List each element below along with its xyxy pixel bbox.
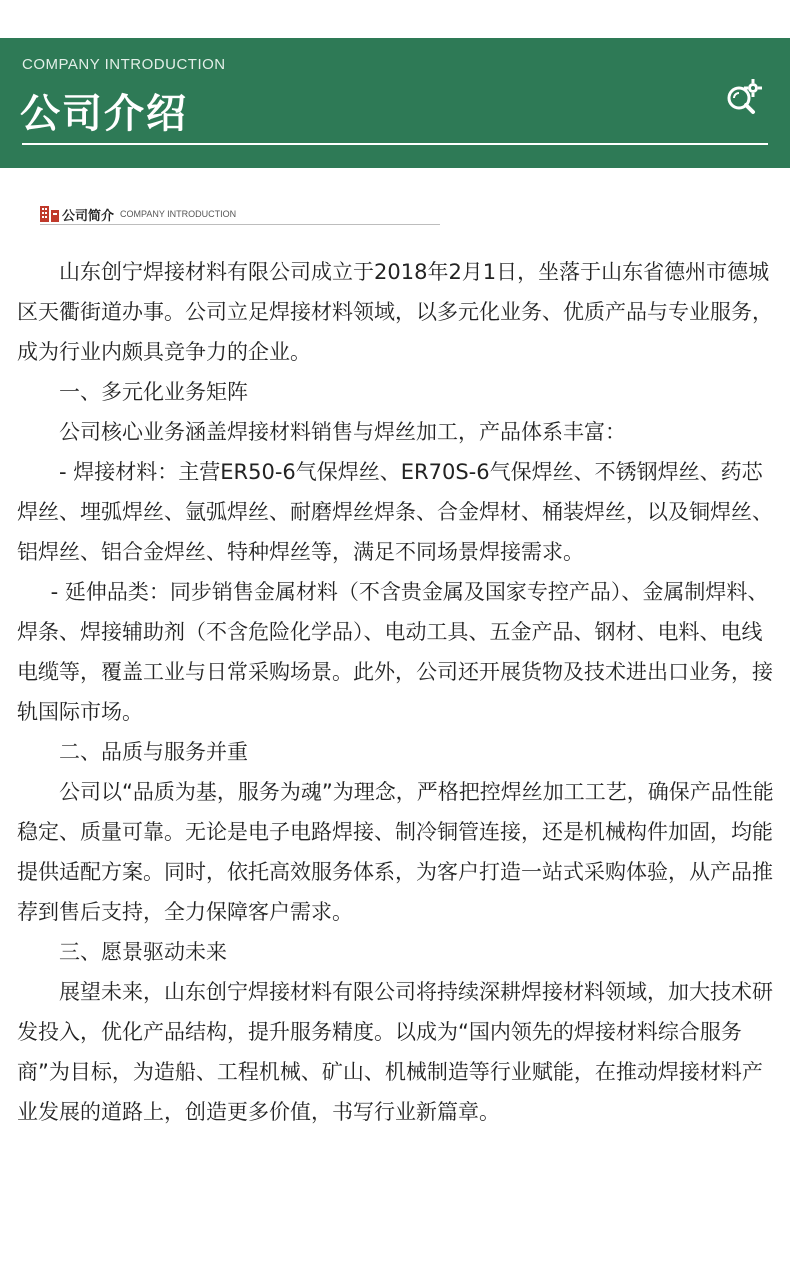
body-paragraph: 展望未来，山东创宁焊接材料有限公司将持续深耕焊接材料领域，加大技术研发投入，优化产品结构，提升服务精度。以成为“国内领先的焊接材料综合服务商”为目标，为造船、工程机械、矿山、机械制造等行业赋能，在推动焊接材料产业发展的道路上，创造更多价值，书写行业新篇章。	[17, 980, 773, 1124]
section-heading: 一、多元化业务矩阵	[59, 380, 248, 404]
header-banner	[0, 38, 790, 168]
body-paragraph: 公司以“品质为基，服务为魂”为理念，严格把控焊丝加工工艺，确保产品性能稳定、质量可靠。无论是电子电路焊接、制冷铜管连接，还是机械构件加固，均能提供适配方案。同时，依托高效服务体系，为客户打造一站式采购体验，从产品推荐到售后支持，全力保障客户需求。	[17, 780, 774, 924]
section-heading: 二、品质与服务并重	[59, 740, 248, 764]
intro-body	[17, 252, 775, 1132]
body-paragraph: 公司核心业务涵盖焊接材料销售与焊丝加工，产品体系丰富：	[59, 420, 626, 444]
banner-divider	[22, 143, 768, 145]
building-logo-icon	[40, 204, 60, 222]
magnifier-gear-icon	[722, 76, 766, 120]
section-heading: 三、愿景驱动未来	[59, 940, 227, 964]
subheading-underline	[40, 224, 440, 225]
banner-chinese-title: 公司介绍	[20, 91, 188, 137]
section-subheading	[40, 202, 440, 226]
subheading-chinese: 公司简介	[62, 209, 115, 224]
intro-paragraph: 山东创宁焊接材料有限公司成立于2018年2月1日，坐落于山东省德州市德城区天衢街道办事。公司立足焊接材料领域，以多元化业务、优质产品与专业服务，成为行业内颇具竞争力的企业。	[17, 260, 773, 364]
banner-english-title: COMPANY INTRODUCTION	[22, 56, 226, 73]
list-item: - 焊接材料：主营ER50-6气保焊丝、ER70S-6气保焊丝、不锈钢焊丝、药芯焊丝、埋弧焊丝、氩弧焊丝、耐磨焊丝焊条、合金焊材、桶装焊丝，以及铜焊丝、铝焊丝、铝合金焊丝、特种焊丝等，满足不同场景焊接需求。	[17, 460, 773, 564]
list-item: - 延伸品类：同步销售金属材料（不含贵金属及国家专控产品）、金属制焊料、焊条、焊接辅助剂（不含危险化学品）、电动工具、五金产品、钢材、电料、电线电缆等，覆盖工业与日常采购场景。此外，公司还开展货物及技术进出口业务，接轨国际市场。	[17, 580, 773, 724]
subheading-english: COMPANY INTRODUCTION	[120, 209, 237, 219]
